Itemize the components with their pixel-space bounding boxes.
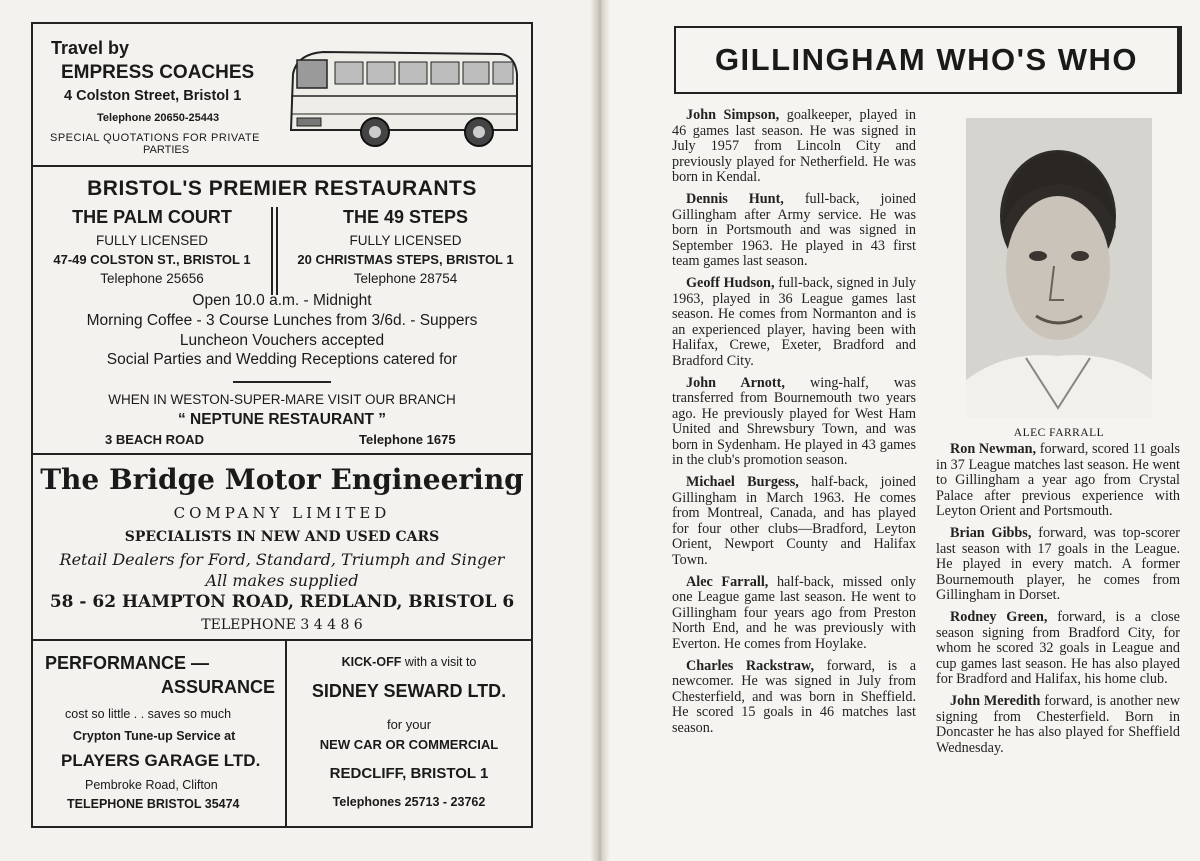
seward-address: REDCLIFF, BRISTOL 1 (329, 765, 489, 782)
garage-crypton: Crypton Tune-up Service at (73, 729, 236, 743)
player-description: half-back, joined Gillingham in March 1963. He comes from Montreal, Canada, and has played for four other clubs—Bradford, Leyton Orient, Newport County and Halifax Town. (672, 474, 916, 569)
branch-name: “ NEPTUNE RESTAURANT ” (177, 411, 387, 428)
player-name: Charles Rackstraw, (686, 657, 815, 674)
player-name: Brian Gibbs, (950, 524, 1032, 541)
palm-court-name: THE PALM COURT (72, 207, 232, 227)
coach-address: 4 Colston Street, Bristol 1 (64, 88, 242, 104)
garage-phone: TELEPHONE BRISTOL 35474 (67, 797, 240, 811)
palm-court-licence: FULLY LICENSED (95, 233, 209, 248)
restaurants-rule (233, 381, 331, 383)
restaurants-advert (33, 167, 531, 455)
player-entry (672, 376, 916, 470)
player-entry (936, 442, 1180, 520)
players-right-column (936, 442, 1180, 762)
player-description: full-back, signed in July 1963, played in 36 League games last season. He comes from Normanton and is an experienced player, having been with Halifax, Crewe, Exeter, Bradford and Bradford City. (672, 274, 916, 369)
player-name: Alec Farrall, (686, 573, 769, 590)
player-description: forward, is another new signing from Chesterfield. Born in Doncaster he has also played for Sheffield Wednesday. (936, 692, 1180, 756)
seward-kickoff-bold: KICK-OFF (341, 655, 402, 669)
player-description: forward, is a newcomer. He was signed in July from Chesterfield, and was born in Sheffield. He scored 15 goals in 46 matches last season. (672, 657, 916, 736)
players-left-column (672, 108, 916, 743)
player-name: John Arnott, (686, 374, 785, 391)
player-entry (936, 610, 1180, 688)
player-name: Dennis Hunt, (686, 190, 784, 207)
49-steps-address: 20 CHRISTMAS STEPS, BRISTOL 1 (297, 252, 514, 267)
player-description: forward, scored 11 goals in 37 League matches last season. He went to Gillingham a year ago from Crystal Palace after previous experience with Leyton Orient and Portsmouth. (936, 441, 1180, 520)
player-description: goalkeeper, played in 46 games last season. He was signed in July 1957 from Lincoln City and previously played for Netherfield. He was born in Kendal. (672, 107, 916, 186)
palm-court-phone: Telephone 25656 (100, 271, 204, 286)
player-entry (672, 659, 916, 737)
player-name: Michael Burgess, (686, 474, 799, 491)
player-entry (672, 276, 916, 370)
coach-advert (33, 24, 531, 167)
seward-advert (287, 641, 531, 826)
seward-cars: NEW CAR OR COMMERCIAL (319, 737, 499, 752)
branch-line: WHEN IN WESTON-SUPER-MARE VISIT OUR BRANCH (108, 392, 456, 407)
restaurants-divider-right (276, 207, 278, 295)
page-gutter (590, 0, 610, 861)
palm-court-address: 47-49 COLSTON ST., BRISTOL 1 (53, 252, 251, 267)
player-name: Geoff Hudson, (686, 274, 775, 291)
garage-advert (33, 641, 287, 826)
motor-title: The Bridge Motor Engineering (40, 463, 524, 496)
restaurants-divider-left (271, 207, 273, 295)
seward-phone: Telephones 25713 - 23762 (332, 795, 486, 809)
restaurants-hours: Open 10.0 a.m. - Midnight (192, 292, 372, 309)
motor-address: 58 - 62 HAMPTON ROAD, REDLAND, BRISTOL 6 (49, 592, 515, 612)
player-name: Rodney Green, (950, 608, 1048, 625)
player-description: forward, is a close season signing from Bradford City, for whom he scored 32 goals in League and cup games last season. He has also played for Bradford and Halifax, his home club. (936, 608, 1180, 688)
motor-makes: All makes supplied (205, 571, 359, 590)
player-entry (672, 575, 916, 653)
motor-advert (33, 455, 531, 641)
player-photo (966, 118, 1152, 418)
player-name: John Meredith (950, 692, 1041, 709)
player-entry (936, 526, 1180, 604)
branch-phone: Telephone 1675 (359, 432, 456, 447)
branch-address: 3 BEACH ROAD (105, 432, 204, 447)
player-description: full-back, joined Gillingham after Army service. He was born in Portsmouth and was signed in September 1963. He played in 43 first team games last season. (672, 190, 916, 270)
49-steps-phone: Telephone 28754 (353, 271, 458, 286)
page-title: GILLINGHAM WHO'S WHO (674, 26, 1182, 94)
garage-name: PLAYERS GARAGE LTD. (61, 751, 261, 770)
player-description: wing-half, was transferred from Bournemouth two years ago. He previously played for West Ham United and Shrewsbury Town, and was born in Sydenham. He played in 43 games in the club's promotion season. (672, 374, 916, 469)
player-entry (936, 694, 1180, 756)
seward-kickoff-rest: with a visit to (401, 655, 477, 669)
garage-address: Pembroke Road, Clifton (85, 778, 218, 792)
49-steps-licence: FULLY LICENSED (349, 233, 462, 248)
player-description: half-back, missed only one League game last season. He went to Gillingham four years ago from Preston North End, and he was previously with Everton. He comes from Hoylake. (672, 573, 916, 652)
player-entry (672, 192, 916, 270)
motor-subtitle: COMPANY LIMITED (173, 504, 391, 522)
coach-telephone: Telephone 20650-25443 (97, 112, 220, 124)
player-entry (672, 108, 916, 186)
seward-for-your: for your (386, 717, 432, 732)
photo-caption: ALEC FARRALL (1013, 427, 1105, 439)
garage-cost: cost so little . . saves so much (65, 707, 232, 721)
restaurants-menu: Morning Coffee - 3 Course Lunches from 3/6d. - Suppers (86, 312, 478, 329)
restaurants-vouchers: Luncheon Vouchers accepted (179, 332, 385, 349)
motor-specialists: SPECIALISTS IN NEW AND USED CARS (124, 529, 440, 545)
coach-company: EMPRESS COACHES (61, 62, 255, 83)
player-entry (672, 475, 916, 569)
coach-quotations: SPECIAL QUOTATIONS FOR PRIVATE (50, 132, 260, 144)
restaurants-parties: Social Parties and Wedding Receptions catered for (106, 351, 458, 368)
advertisements-panel (31, 22, 533, 828)
seward-name: SIDNEY SEWARD LTD. (311, 681, 507, 701)
motor-dealers: Retail Dealers for Ford, Standard, Triumph and Singer (59, 550, 505, 569)
coach-parties: PARTIES (143, 144, 190, 156)
motor-phone: TELEPHONE 3 4 4 8 6 (201, 617, 363, 633)
garage-performance: PERFORMANCE — (45, 653, 210, 673)
player-name: Ron Newman, (950, 441, 1037, 457)
portrait-icon (966, 118, 1152, 418)
player-name: John Simpson, (686, 107, 780, 123)
restaurants-heading: BRISTOL'S PREMIER RESTAURANTS (87, 177, 477, 200)
player-description: forward, was top-scorer last season with 17 goals in the League. He played in every match. A former Bournemouth player, he comes from Gillingham in Dorset. (936, 524, 1181, 604)
49-steps-name: THE 49 STEPS (342, 207, 469, 227)
seward-kickoff (287, 655, 531, 669)
coach-intro: Travel by (51, 38, 130, 58)
garage-assurance: ASSURANCE (161, 677, 276, 697)
coach-bus-icon (283, 44, 525, 150)
